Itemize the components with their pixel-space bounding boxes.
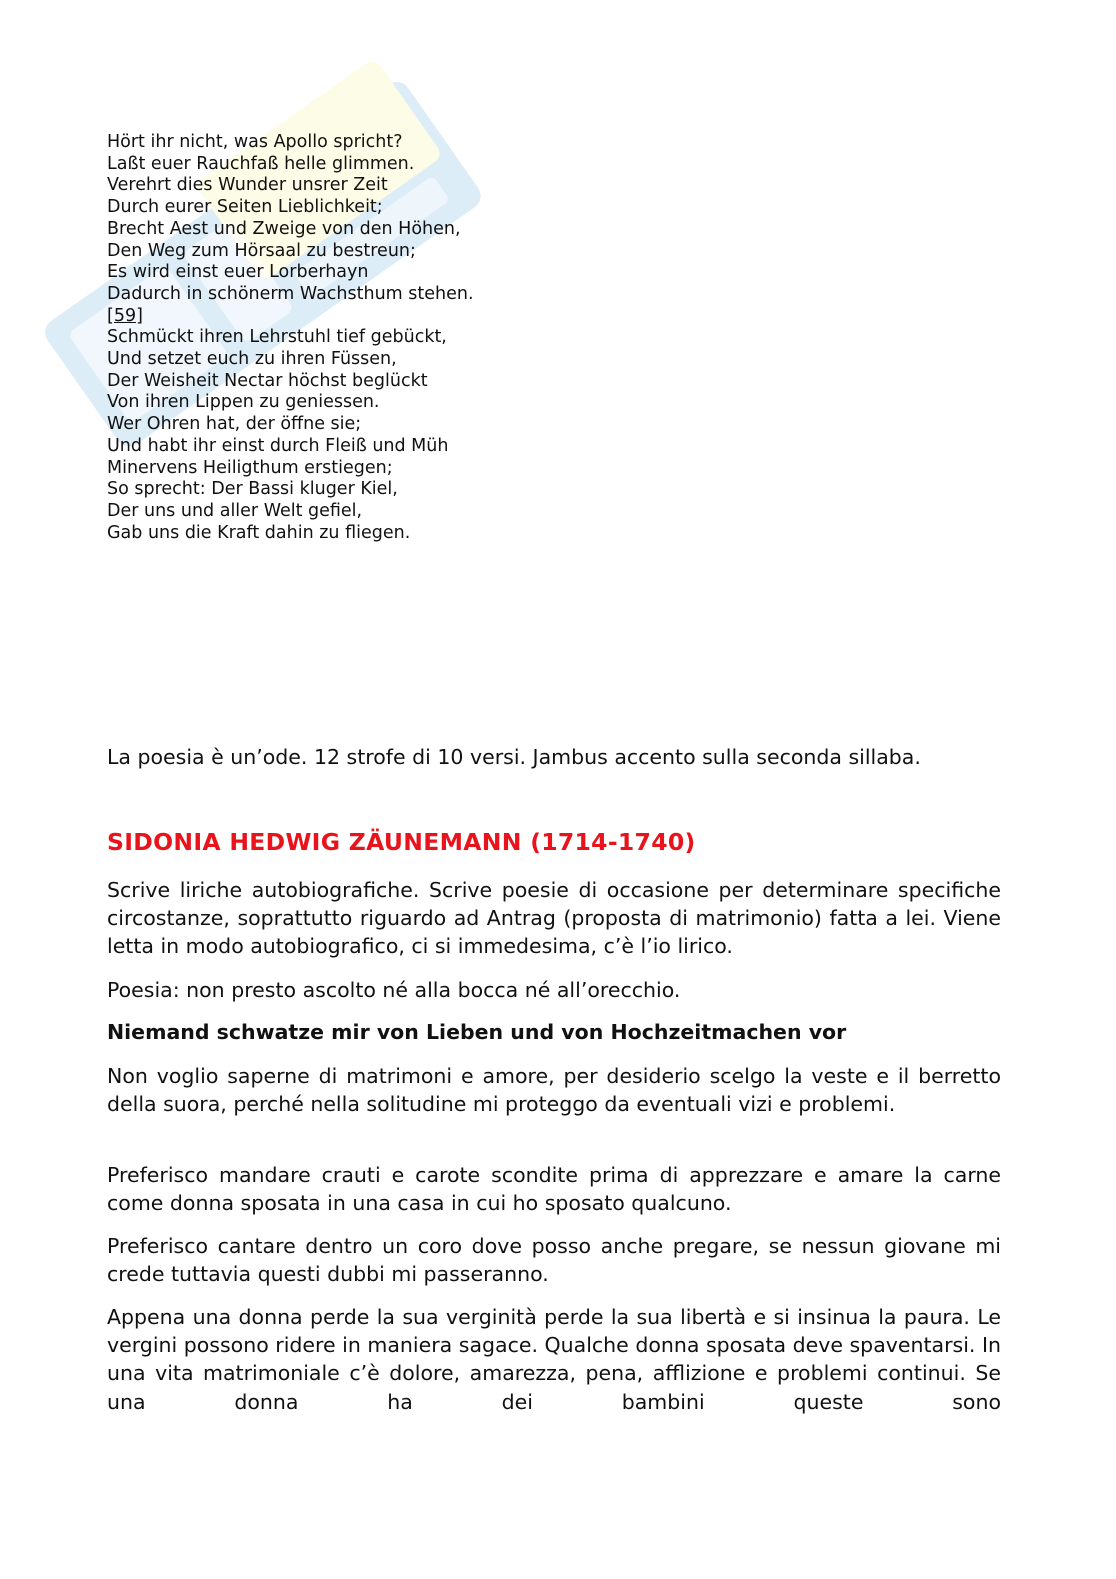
poem-title: Niemand schwatze mir von Lieben und von Hochzeitmachen vor xyxy=(107,1020,847,1044)
poem-line: Dadurch in schönerm Wachsthum stehen. xyxy=(107,283,474,304)
poem-line: Der uns und aller Welt gefiel, xyxy=(107,500,363,521)
poem-line: Es wird einst euer Lorberhayn xyxy=(107,262,369,283)
poem-line: Gab uns die Kraft dahin zu fliegen. xyxy=(107,522,411,543)
poem-line: Minervens Heiligthum erstiegen; xyxy=(107,457,393,478)
body-paragraph: Appena una donna perde la sua verginità perde la sua libertà e si insinua la paura. Le vergini possono ridere in maniera sagace. Qualche donna sposata deve spaventarsi. In una vita matrimoniale c’è dolore, amarezza, pena, afflizione e problemi continui. Se una donna ha dei bambini queste sono xyxy=(107,1305,1001,1414)
poem-line: Laßt euer Rauchfaß helle glimmen. xyxy=(107,153,415,174)
section-heading: SIDONIA HEDWIG ZÄUNEMANN (1714-1740) xyxy=(107,828,696,856)
poem-line: Schmückt ihren Lehrstuhl tief gebückt, xyxy=(107,327,447,348)
poem-line: Und setzet euch zu ihren Füssen, xyxy=(107,349,397,370)
poem-form-note: La poesia è un’ode. 12 strofe di 10 versi. Jambus accento sulla seconda sillaba. xyxy=(107,745,921,769)
poem-line: Wer Ohren hat, der öffne sie; xyxy=(107,414,362,435)
body-paragraph: Non voglio saperne di matrimoni e amore, per desiderio scelgo la veste e il berretto della suora, perché nella solitudine mi proteggo da eventuali vizi e problemi. xyxy=(107,1064,1001,1117)
footnote-reference-link[interactable]: [59] xyxy=(107,305,143,326)
poem-intro-paragraph: Poesia: non presto ascolto né alla bocca né all’orecchio. xyxy=(107,978,681,1002)
poem-line: Verehrt dies Wunder unsrer Zeit xyxy=(107,175,388,196)
poem-block xyxy=(107,132,707,544)
poem-line: Den Weg zum Hörsaal zu bestreun; xyxy=(107,240,416,261)
intro-paragraph: Scrive liriche autobiografiche. Scrive poesie di occasione per determinare specifiche circostanze, soprattutto riguardo ad Antrag (proposta di matrimonio) fatta a lei. Viene letta in modo autobiografico, ci si immedesima, c’è l’io lirico. xyxy=(107,878,1001,959)
body-paragraph: Preferisco cantare dentro un coro dove posso anche pregare, se nessun giovane mi crede tuttavia questi dubbi mi passeranno. xyxy=(107,1234,1001,1287)
poem-line: Von ihren Lippen zu geniessen. xyxy=(107,392,380,413)
poem-line: Brecht Aest und Zweige von den Höhen, xyxy=(107,218,461,239)
poem-line: Durch eurer Seiten Lieblichkeit; xyxy=(107,197,383,218)
poem-line: Und habt ihr einst durch Fleiß und Müh xyxy=(107,435,449,456)
poem-line: Der Weisheit Nectar höchst beglückt xyxy=(107,370,428,391)
poem-line: Hört ihr nicht, was Apollo spricht? xyxy=(107,132,403,152)
poem-line: So sprecht: Der Bassi kluger Kiel, xyxy=(107,479,398,500)
body-paragraph: Preferisco mandare crauti e carote scondite prima di apprezzare e amare la carne come donna sposata in una casa in cui ho sposato qualcuno. xyxy=(107,1163,1001,1216)
